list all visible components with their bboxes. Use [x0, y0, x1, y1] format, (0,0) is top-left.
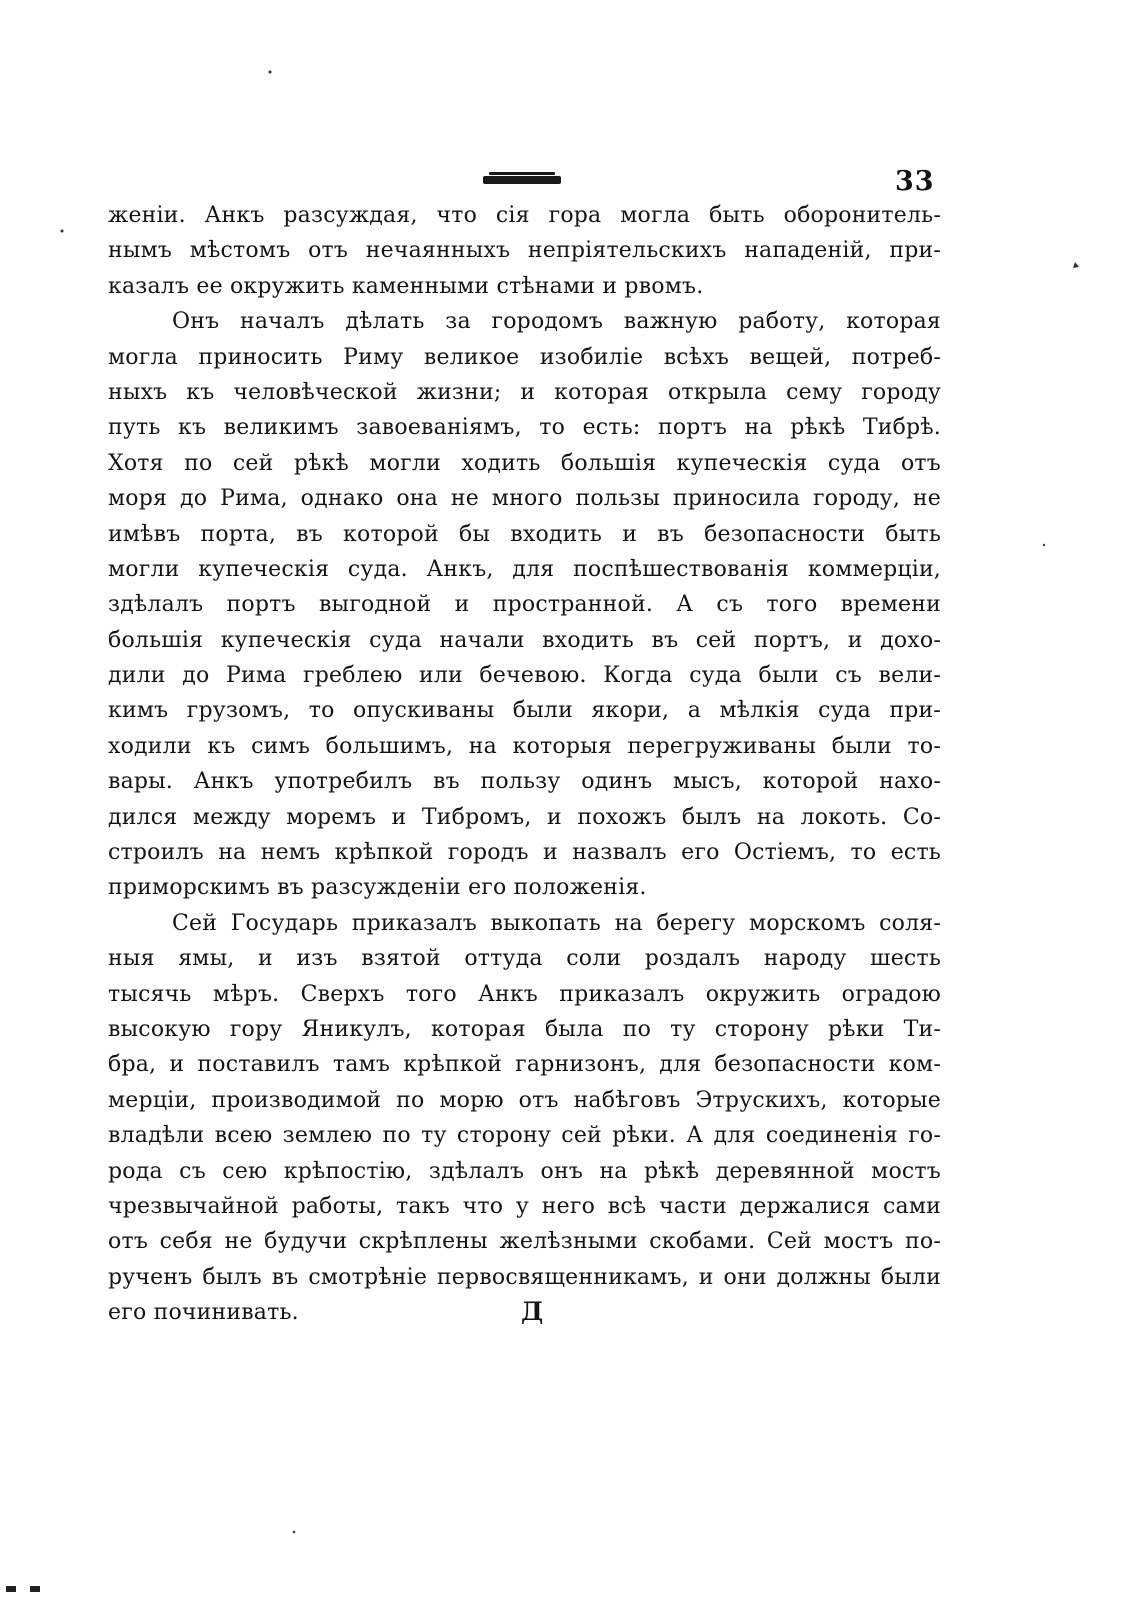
text-line: имѣвъ порта, въ которой бы входить и въ безопасности быть: [108, 521, 941, 547]
text-line: рода съ сею крѣпостію, здѣлалъ онъ на рѣкѣ деревянной мостъ: [108, 1158, 941, 1184]
text-line: приморскимъ въ разсужденіи его положенія.: [108, 875, 647, 901]
text-line: Хотя по сей рѣкѣ могли ходить большія купеческія суда отъ: [108, 450, 941, 476]
body-text: [108, 198, 941, 1331]
text-line: чрезвычайной работы, такъ что у него всѣ части держалися сами: [108, 1193, 941, 1219]
text-line: ныхъ къ человѣческой жизни; и которая открыла сему городу: [108, 379, 941, 405]
text-line: путь къ великимъ завоеваніямъ, то есть: портъ на рѣкѣ Тибрѣ.: [108, 415, 941, 441]
text-line: тысячь мѣръ. Сверхъ того Анкъ приказалъ окружить оградою: [108, 981, 941, 1007]
text-line: высокую гору Яникулъ, которая была по ту сторону рѣки Ти-: [108, 1016, 941, 1042]
text-line: моря до Рима, однако она не много пользы приносила городу, не: [108, 486, 941, 512]
text-line: ходили къ симъ большимъ, на которыя перегруживаны были то-: [108, 733, 941, 759]
text-line: казалъ ее окружить каменными стѣнами и рвомъ.: [108, 273, 704, 299]
text-line: мерціи, производимой по морю отъ набѣговъ Этрускихъ, которые: [108, 1087, 941, 1113]
text-line: отъ себя не будучи скрѣплены желѣзными скобами. Сей мостъ по-: [108, 1229, 941, 1255]
text-line: Онъ началъ дѣлать за городомъ важную работу, которая: [172, 309, 941, 335]
text-line: дился между моремъ и Тибромъ, и похожъ былъ на локоть. Со-: [108, 804, 941, 830]
text-line: дили до Рима греблею или бечевою. Когда суда были съ вели-: [108, 663, 941, 689]
text-line: кимъ грузомъ, то опускиваны были якори, а мѣлкія суда при-: [108, 698, 941, 724]
page-number: 33: [895, 166, 935, 197]
text-line: Сей Государь приказалъ выкопать на берегу морскомъ соля-: [172, 910, 941, 936]
text-line: большія купеческія суда начали входить въ сей портъ, и дохо-: [108, 627, 941, 653]
text-line: нымъ мѣстомъ отъ нечаянныхъ непріятельскихъ нападеній, при-: [108, 238, 941, 264]
text-line: рученъ былъ въ смотрѣніе первосвященникамъ, и они должны были: [108, 1264, 941, 1290]
text-line: здѣлалъ портъ выгодной и пространной. А съ того времени: [108, 592, 941, 618]
text-line: вары. Анкъ употребилъ въ пользу одинъ мысъ, которой нахо-: [108, 769, 941, 795]
text-line: его починивать.: [108, 1300, 299, 1326]
text-line: строилъ на немъ крѣпкой городъ и назвалъ его Остіемъ, то есть: [108, 840, 941, 866]
text-line: женіи. Анкъ разсуждая, что сія гора могла быть оборонитель-: [108, 203, 941, 228]
text-line: ныя ямы, и изъ взятой оттуда соли роздалъ народу шесть: [108, 946, 941, 972]
text-line: могли купеческія суда. Анкъ, для поспѣшествованія коммерціи,: [108, 556, 941, 582]
text-line: могла приносить Риму великое изобиліе всѣхъ вещей, потреб-: [108, 344, 941, 370]
catchword: Д: [521, 1297, 544, 1326]
text-line: владѣли всею землею по ту сторону сей рѣки. А для соединенія го-: [108, 1123, 941, 1149]
text-line: бра, и поставилъ тамъ крѣпкой гарнизонъ, для безопасности ком-: [108, 1052, 941, 1078]
header-ornament: [483, 176, 561, 184]
